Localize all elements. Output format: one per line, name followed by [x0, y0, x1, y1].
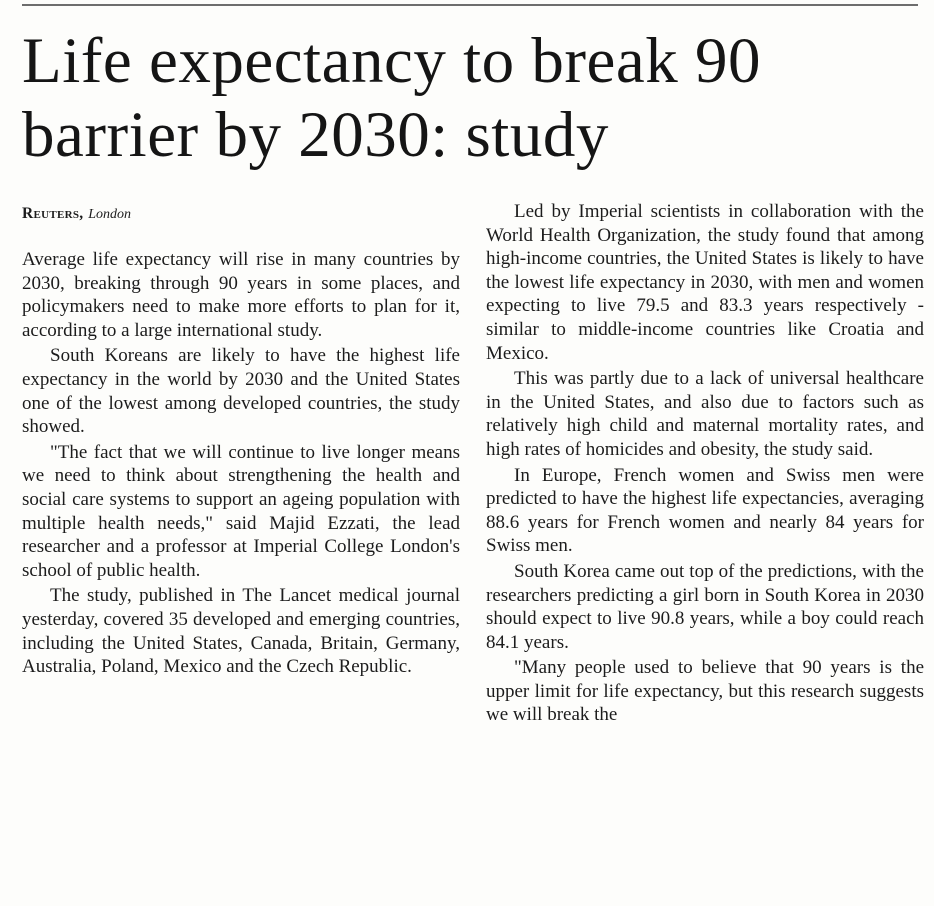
left-column — [22, 200, 460, 681]
paragraph: Average life expectancy will rise in many countries by 2030, breaking through 90 years in some places, and policymakers need to make more efforts to plan for it, according to a large international study. — [22, 249, 460, 341]
paragraph: In Europe, French women and Swiss men were predicted to have the highest life expectancies, averaging 88.6 years for French women and nearly 84 years for Swiss men. — [486, 464, 924, 557]
paragraph: South Koreans are likely to have the highest life expectancy in the world by 2030 and the United States one of the lowest among developed countries, the study showed. — [22, 345, 460, 438]
right-column — [486, 200, 924, 729]
paragraph: "The fact that we will continue to live longer means we need to think about strengthening the health and social care systems to support an ageing population with multiple health needs," said Majid Ezzati, the lead researcher and a professor at Imperial College London's school of public health. — [22, 441, 460, 581]
byline — [22, 200, 460, 226]
paragraph: This was partly due to a lack of universal healthcare in the United States, and also due to factors such as relatively high child and maternal mortality rates, and high rates of homicides and obesity, the study said. — [486, 368, 924, 460]
byline-city: London — [88, 207, 132, 222]
top-rule — [22, 4, 918, 6]
paragraph: "Many people used to believe that 90 years is the upper limit for life expectancy, but this research suggests we will break the — [486, 657, 924, 726]
headline: Life expectancy to break 90 barrier by 2030: study — [22, 25, 761, 171]
paragraph: Led by Imperial scientists in collaboration with the World Health Organization, the study found that among high-income countries, the United States is likely to have the lowest life expectancy in 2030, with men and women expecting to live 79.5 and 83.3 years respectively - similar to middle-income countries like Croatia and Mexico. — [486, 201, 924, 364]
byline-source: Reuters, — [22, 205, 84, 222]
paragraph: The study, published in The Lancet medical journal yesterday, covered 35 developed and emerging countries, including the United States, Canada, Britain, Germany, Australia, Poland, Mexico and the Czech Republic. — [22, 585, 460, 678]
paragraph: South Korea came out top of the predictions, with the researchers predicting a girl born in South Korea in 2030 should expect to live 90.8 years, while a boy could reach 84.1 years. — [486, 560, 924, 653]
